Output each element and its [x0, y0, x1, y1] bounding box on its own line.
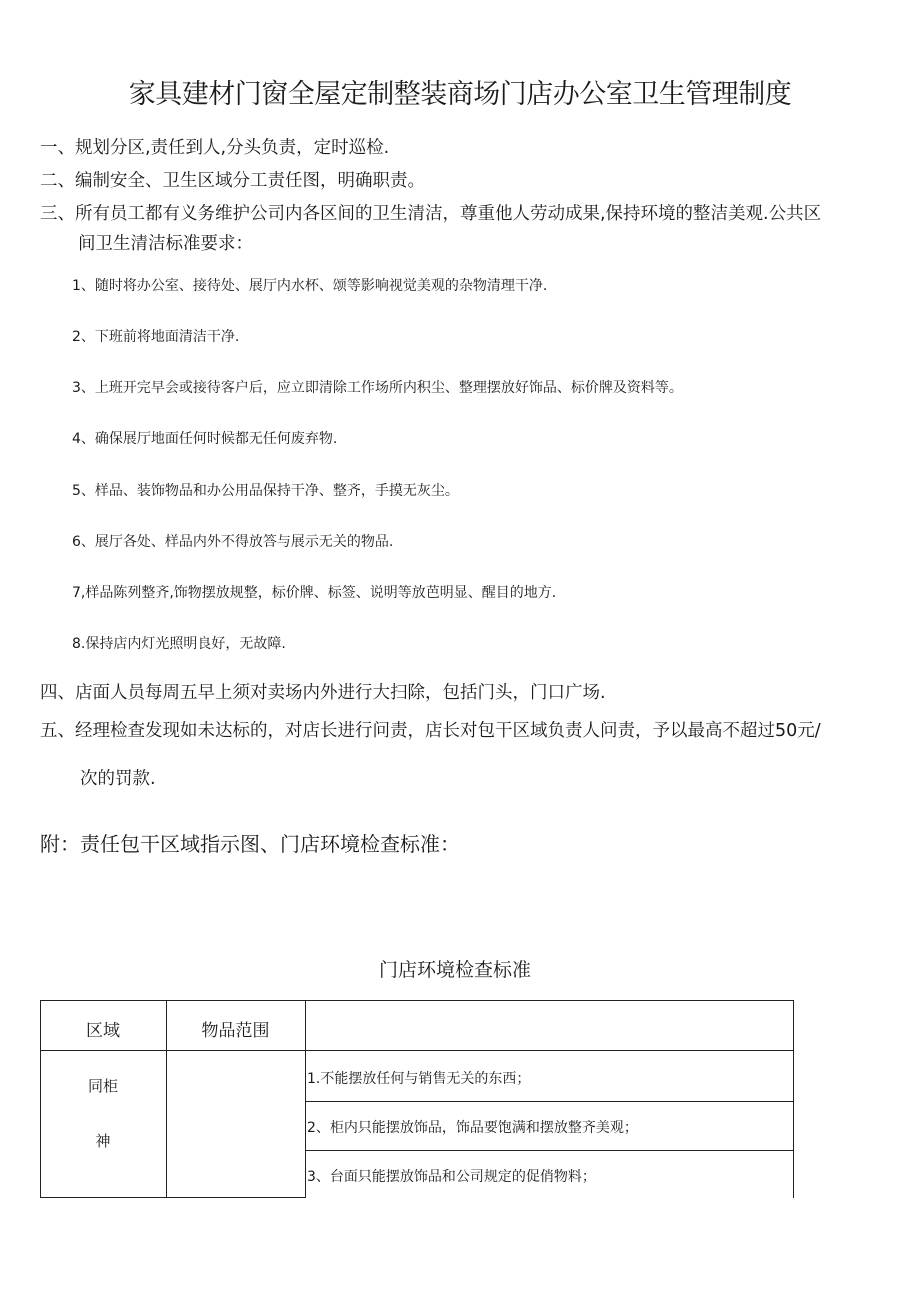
table-header-divider — [40, 1050, 794, 1051]
column-divider — [305, 1000, 306, 1198]
area-label: 神 — [95, 1132, 111, 1150]
header-area: 区域 — [86, 1021, 120, 1041]
table-title: 门店环境检查标准 — [378, 959, 531, 981]
rule-divider — [305, 1150, 794, 1151]
standard-6: 6、展厅各处、样品内外不得放答与展示无关的物品. — [72, 534, 394, 550]
standard-1: 1、随时将办公室、接待处、展厅内水杯、颂等影响视觉美观的杂物清理干净. — [72, 278, 548, 294]
standard-7: 7,样品陈列整齐,饰物摆放规整，标价牌、标签、说明等放芭明显、醒目的地方. — [72, 585, 557, 601]
appendix-note: 附：责任包干区域指示图、门店环境检查标准： — [40, 832, 460, 856]
standard-4: 4、确保展厅地面任何时候都无任何废弃物. — [72, 431, 338, 447]
item-2: 二、编制安全、卫生区域分工责任图，明确职责。 — [40, 171, 425, 191]
table-border-right — [793, 1000, 794, 1198]
table-border-bottom — [40, 1197, 305, 1198]
item-5: 五、经理检查发现如未达标的，对店长进行问责，店长对包干区域负责人问责，予以最高不超过50元/ — [40, 721, 821, 741]
item-5-continuation: 次的罚款. — [80, 769, 156, 789]
rule-1: 1.不能摆放任何与销售无关的东西； — [307, 1071, 531, 1087]
document-title: 家具建材门窗全屋定制整装商场门店办公室卫生管理制度 — [128, 79, 792, 110]
rule-3: 3、台面只能摆放饰品和公司规定的促俏物料； — [307, 1169, 596, 1185]
standard-5: 5、样品、装饰物品和办公用品保持干净、整齐，手摸无灰尘。 — [72, 483, 459, 499]
standard-3: 3、上班开完早会或接待客户后，应立即清除工作场所内积尘、整理摆放好饰品、标价牌及资料等。 — [72, 380, 683, 396]
item-1: 一、规划分区,责任到人,分头负责，定时巡检. — [40, 138, 390, 158]
standard-2: 2、下班前将地面清洁干净. — [72, 329, 240, 345]
rule-divider — [305, 1101, 794, 1102]
table-border-top — [40, 1000, 794, 1001]
item-3: 三、所有员工都有义务维护公司内各区间的卫生清洁，尊重他人劳动成果,保持环境的整洁美观.公共区 — [40, 204, 822, 224]
area-label: 同柜 — [87, 1077, 118, 1095]
item-3-continuation: 间卫生清洁标准要求： — [78, 234, 253, 254]
item-4: 四、店面人员每周五早上须对卖场内外进行大扫除，包括门头，门口广场. — [40, 683, 606, 703]
standard-8: 8.保持店内灯光照明良好，无故障. — [72, 636, 286, 652]
rule-2: 2、柜内只能摆放饰品，饰品要饱满和摆放整齐美观； — [307, 1120, 638, 1136]
header-scope: 物品范围 — [201, 1021, 270, 1041]
